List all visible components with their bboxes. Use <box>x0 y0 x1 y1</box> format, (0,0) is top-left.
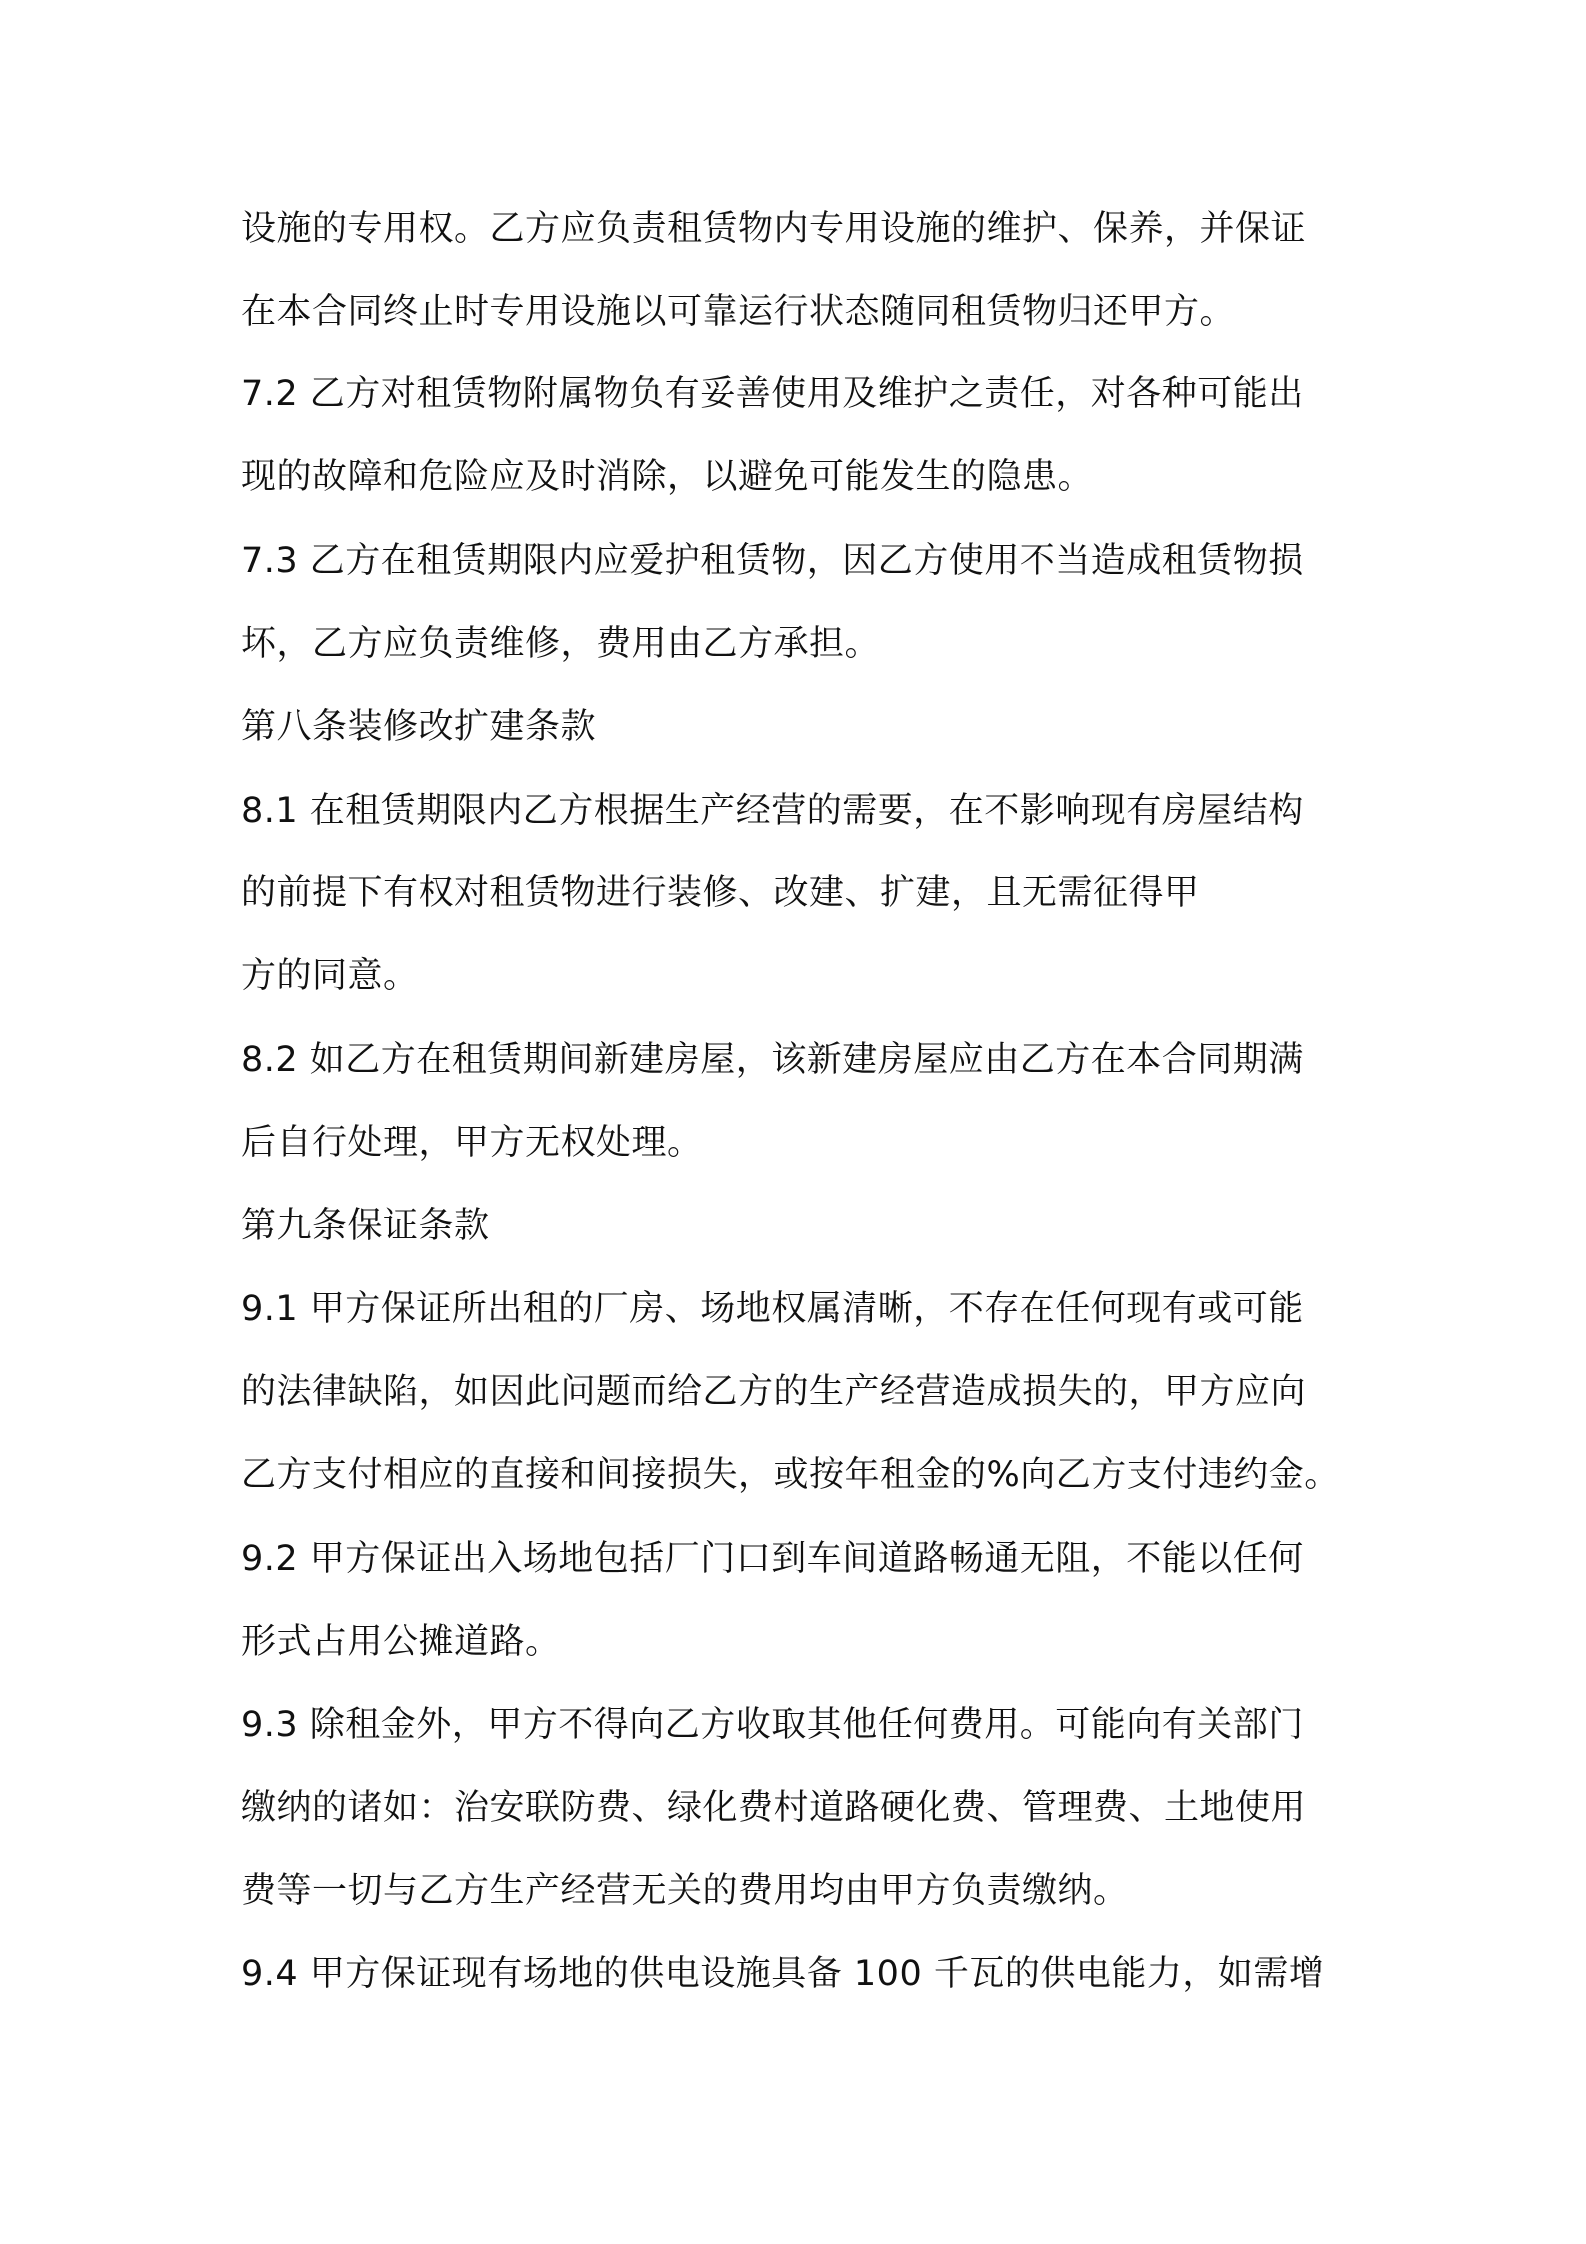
section-heading: 第八条装修改扩建条款 <box>241 707 597 747</box>
text-line: 8.2 如乙方在租赁期间新建房屋，该新建房屋应由乙方在本合同期满 <box>241 1040 1304 1080</box>
text-line: 8.1 在租赁期限内乙方根据生产经营的需要，在不影响现有房屋结构 <box>241 791 1304 831</box>
text-line: 9.2 甲方保证出入场地包括厂门口到车间道路畅通无阻，不能以任何 <box>241 1539 1304 1579</box>
text-line: 设施的专用权。乙方应负责租赁物内专用设施的维护、保养，并保证 <box>241 209 1307 249</box>
text-line: 费等一切与乙方生产经营无关的费用均由甲方负责缴纳。 <box>241 1871 1129 1911</box>
text-line: 后自行处理，甲方无权处理。 <box>241 1123 703 1163</box>
text-line: 缴纳的诸如：治安联防费、绿化费村道路硬化费、管理费、土地使用 <box>241 1788 1307 1828</box>
section-heading: 第九条保证条款 <box>241 1206 490 1246</box>
text-line: 7.3 乙方在租赁期限内应爱护租赁物，因乙方使用不当造成租赁物损 <box>241 541 1304 581</box>
text-line: 9.3 除租金外，甲方不得向乙方收取其他任何费用。可能向有关部门 <box>241 1705 1304 1745</box>
text-line: 乙方支付相应的直接和间接损失，或按年租金的%向乙方支付违约金。 <box>241 1455 1340 1495</box>
text-line: 的法律缺陷，如因此问题而给乙方的生产经营造成损失的，甲方应向 <box>241 1372 1307 1412</box>
text-line: 方的同意。 <box>241 956 419 996</box>
text-line: 7.2 乙方对租赁物附属物负有妥善使用及维护之责任，对各种可能出 <box>241 374 1304 414</box>
text-line: 9.4 甲方保证现有场地的供电设施具备 100 千瓦的供电能力，如需增 <box>241 1954 1325 1994</box>
text-line: 现的故障和危险应及时消除，以避免可能发生的隐患。 <box>241 457 1094 497</box>
text-line: 在本合同终止时专用设施以可靠运行状态随同租赁物归还甲方。 <box>241 292 1236 332</box>
text-line: 的前提下有权对租赁物进行装修、改建、扩建，且无需征得甲 <box>241 873 1200 913</box>
text-line: 9.1 甲方保证所出租的厂房、场地权属清晰，不存在任何现有或可能 <box>241 1289 1304 1329</box>
text-line: 坏，乙方应负责维修，费用由乙方承担。 <box>241 624 881 664</box>
text-line: 形式占用公摊道路。 <box>241 1622 561 1662</box>
